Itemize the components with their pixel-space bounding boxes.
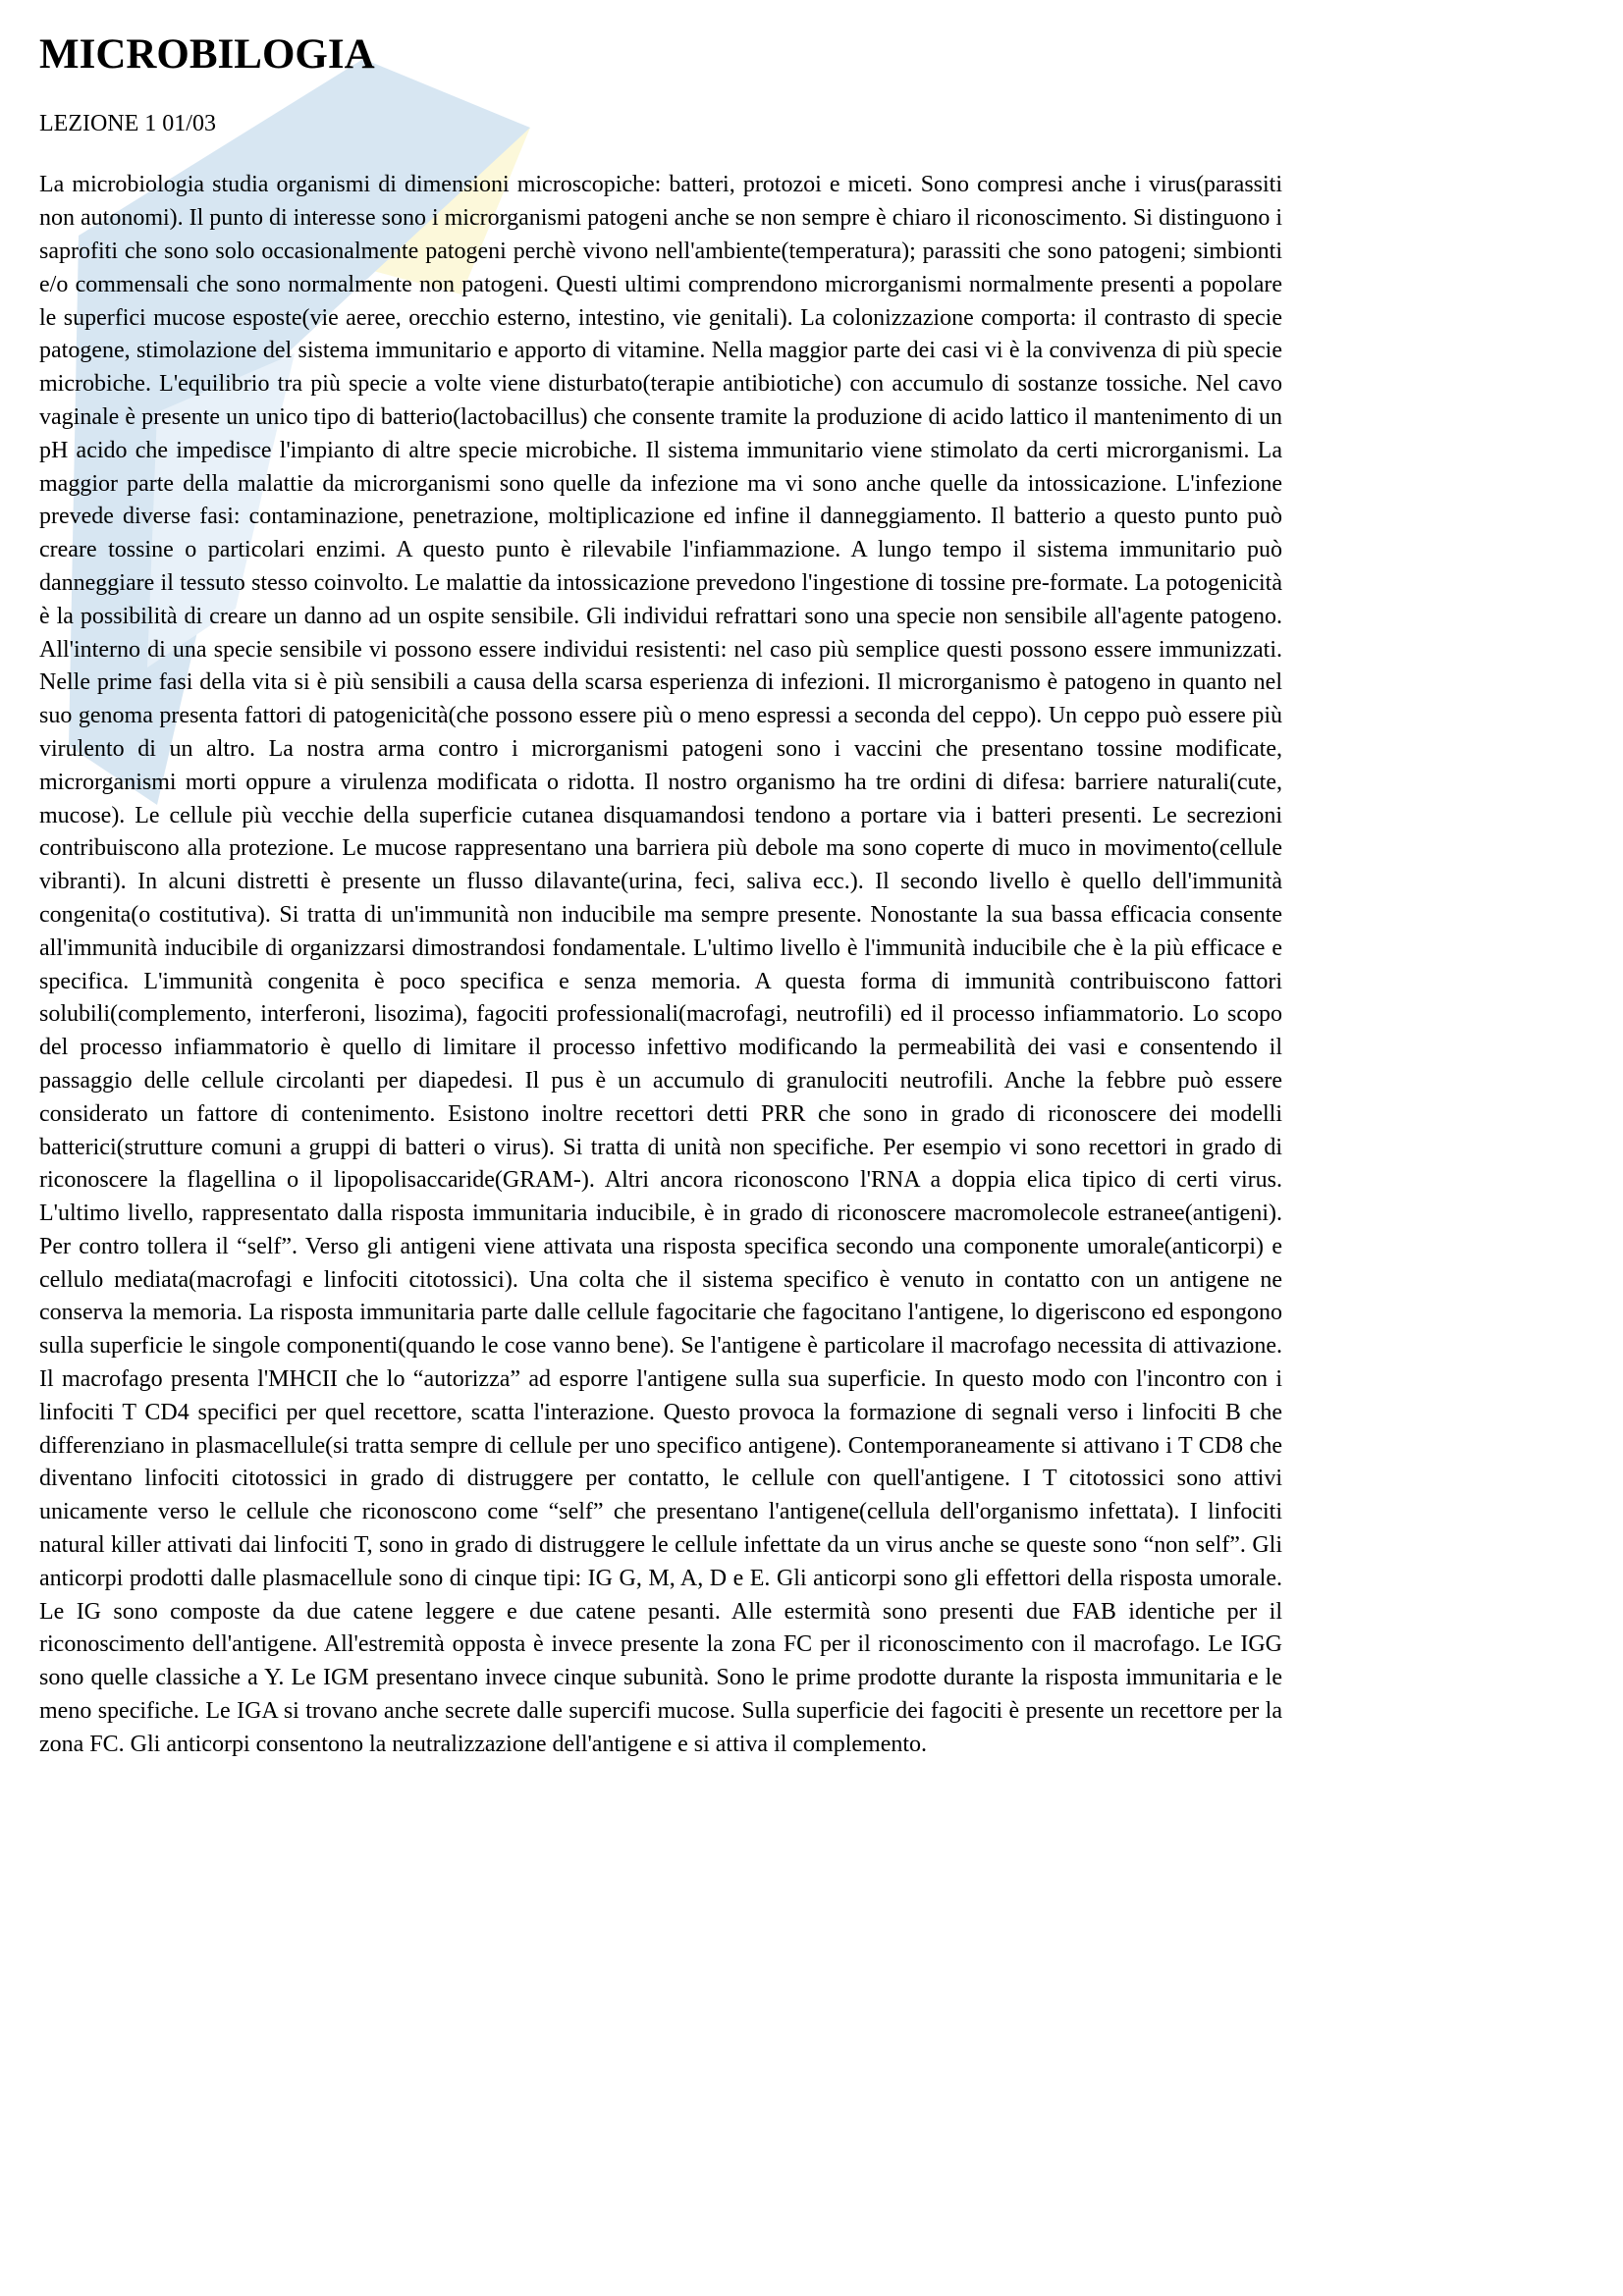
lesson-heading: LEZIONE 1 01/03 <box>39 110 216 136</box>
document-content <box>39 29 1282 1762</box>
document-title: MICROBILOGIA <box>39 31 375 78</box>
body-paragraph: La microbiologia studia organismi di dimensioni microscopiche: batteri, protozoi e miceti. Sono compresi anche i virus(parassiti non autonomi). Il punto di interesse sono i microrganismi patogeni anche se non sempre è chiaro il riconoscimento. Si distinguono i saprofiti che sono solo occasionalmente patogeni perchè vivono nell'ambiente(temperatura); parassiti che sono patogeni; simbionti e/o commensali che sono normalmente non patogeni. Questi ultimi comprendono microrganismi normalmente presenti a popolare le superfici mucose esposte(vie aeree, orecchio esterno, intestino, vie genitali). La colonizzazione comporta: il contrasto di specie patogene, stimolazione del sistema immunitario e apporto di vitamine. Nella maggior parte dei casi vi è la convivenza di più specie microbiche. L'equilibrio tra più specie a volte viene disturbato(terapie antibiotiche) con accumulo di sostanze tossiche. Nel cavo vaginale è presente un unico tipo di batterio(lactobacillus) che consente tramite la produzione di acido lattico il mantenimento di un pH acido che impedisce l'impianto di altre specie microbiche. Il sistema immunitario viene stimolato da certi microrganismi. La maggior parte della malattie da microrganismi sono quelle da infezione ma vi sono anche quelle da intossicazione. L'infezione prevede diverse fasi: contaminazione, penetrazione, moltiplicazione ed infine il danneggiamento. Il batterio a questo punto può creare tossine o particolari enzimi. A questo punto è rilevabile l'infiammazione. A lungo tempo il sistema immunitario può danneggiare il tessuto stesso coinvolto. Le malattie da intossicazione prevedono l'ingestione di tossine pre-formate. La potogenicità è la possibilità di creare un danno ad un ospite sensibile. Gli individui refrattari sono una specie non sensibile all'agente patogeno. All'interno di una specie sensibile vi possono essere individui resistenti: nel caso più semplice questi possono essere immunizzati. Nelle prime fasi della vita si è più sensibili a causa della scarsa esperienza di infezioni. Il microrganismo è patogeno in quanto nel suo genoma presenta fattori di patogenicità(che possono essere più o meno espressi a seconda del ceppo). Un ceppo può essere più virulento di un altro. La nostra arma contro i microrganismi patogeni sono i vaccini che presentano tossine modificate, microrganismi morti oppure a virulenza modificata o ridotta. Il nostro organismo ha tre ordini di difesa: barriere naturali(cute, mucose). Le cellule più vecchie della superficie cutanea disquamandosi tendono a portare via i batteri presenti. Le secrezioni contribuiscono alla protezione. Le mucose rappresentano una barriera più debole ma sono coperte di muco in movimento(cellule vibranti). In alcuni distretti è presente un flusso dilavante(urina, feci, saliva ecc.). Il secondo livello è quello dell'immunità congenita(o costitutiva). Si tratta di un'immunità non inducibile ma sempre presente. Nonostante la sua bassa efficacia consente all'immunità inducibile di organizzarsi dimostrandosi fondamentale. L'ultimo livello è l'immunità inducibile che è la più efficace e specifica. L'immunità congenita è poco specifica e senza memoria. A questa forma di immunità contribuiscono fattori solubili(complemento, interferoni, lisozima), fagociti professionali(macrofagi, neutrofili) ed il processo infiammatorio. Lo scopo del processo infiammatorio è quello di limitare il processo infettivo modificando la permeabilità dei vasi e consentendo il passaggio delle cellule circolanti per diapedesi. Il pus è un accumulo di granulociti neutrofili. Anche la febbre può essere considerato un fattore di contenimento. Esistono inoltre recettori detti PRR che sono in grado di riconoscere dei modelli batterici(strutture comuni a gruppi di batteri o virus). Si tratta di unità non specifiche. Per esempio vi sono recettori in grado di riconoscere la flagellina o il lipopolisaccaride(GRAM-). Altri ancora riconoscono l'RNA a doppia elica tipico di certi virus. L'ultimo livello, rappresentato dalla risposta immunitaria inducibile, è in grado di riconoscere macromolecole estranee(antigeni). Per contro tollera il “self”. Verso gli antigeni viene attivata una risposta specifica secondo una componente umorale(anticorpi) e cellulo mediata(macrofagi e linfociti citotossici). Una colta che il sistema specifico è venuto in contatto con un antigene ne conserva la memoria. La risposta immunitaria parte dalle cellule fagocitarie che fagocitano l'antigene, lo digeriscono ed espongono sulla superficie le singole componenti(quando le cose vanno bene). Se l'antigene è particolare il macrofago necessita di attivazione. Il macrofago presenta l'MHCII che lo “autorizza” ad esporre l'antigene sulla sua superficie. In questo modo con l'incontro con i linfociti T CD4 specifici per quel recettore, scatta l'interazione. Questo provoca la formazione di segnali verso i linfociti B che differenziano in plasmacellule(si tratta sempre di cellule per uno specifico antigene). Contemporaneamente si attivano i T CD8 che diventano linfociti citotossici in grado di distruggere per contatto, le cellule con quell'antigene. I T citotossici sono attivi unicamente verso le cellule che riconoscono come “self” che presentano l'antigene(cellula dell'organismo infettata). I linfociti natural killer attivati dai linfociti T, sono in grado di distruggere le cellule infettate da un virus anche se queste sono “non self”. Gli anticorpi prodotti dalle plasmacellule sono di cinque tipi: IG G, M, A, D e E. Gli anticorpi sono gli effettori della risposta umorale. Le IG sono composte da due catene leggere e due catene pesanti. Alle estermità sono presenti due FAB identiche per il riconoscimento dell'antigene. All'estremità opposta è invece presente la zona FC per il riconoscimento con il macrofago. Le IGG sono quelle classiche a Y. Le IGM presentano invece cinque subunità. Sono le prime prodotte durante la risposta immunitaria e le meno specifiche. Le IGA si trovano anche secrete dalle supercifi mucose. Sulla superficie dei fagociti è presente un recettore per la zona FC. Gli anticorpi consentono la neutralizzazione dell'antigene e si attiva il complemento. <box>39 172 1282 1757</box>
